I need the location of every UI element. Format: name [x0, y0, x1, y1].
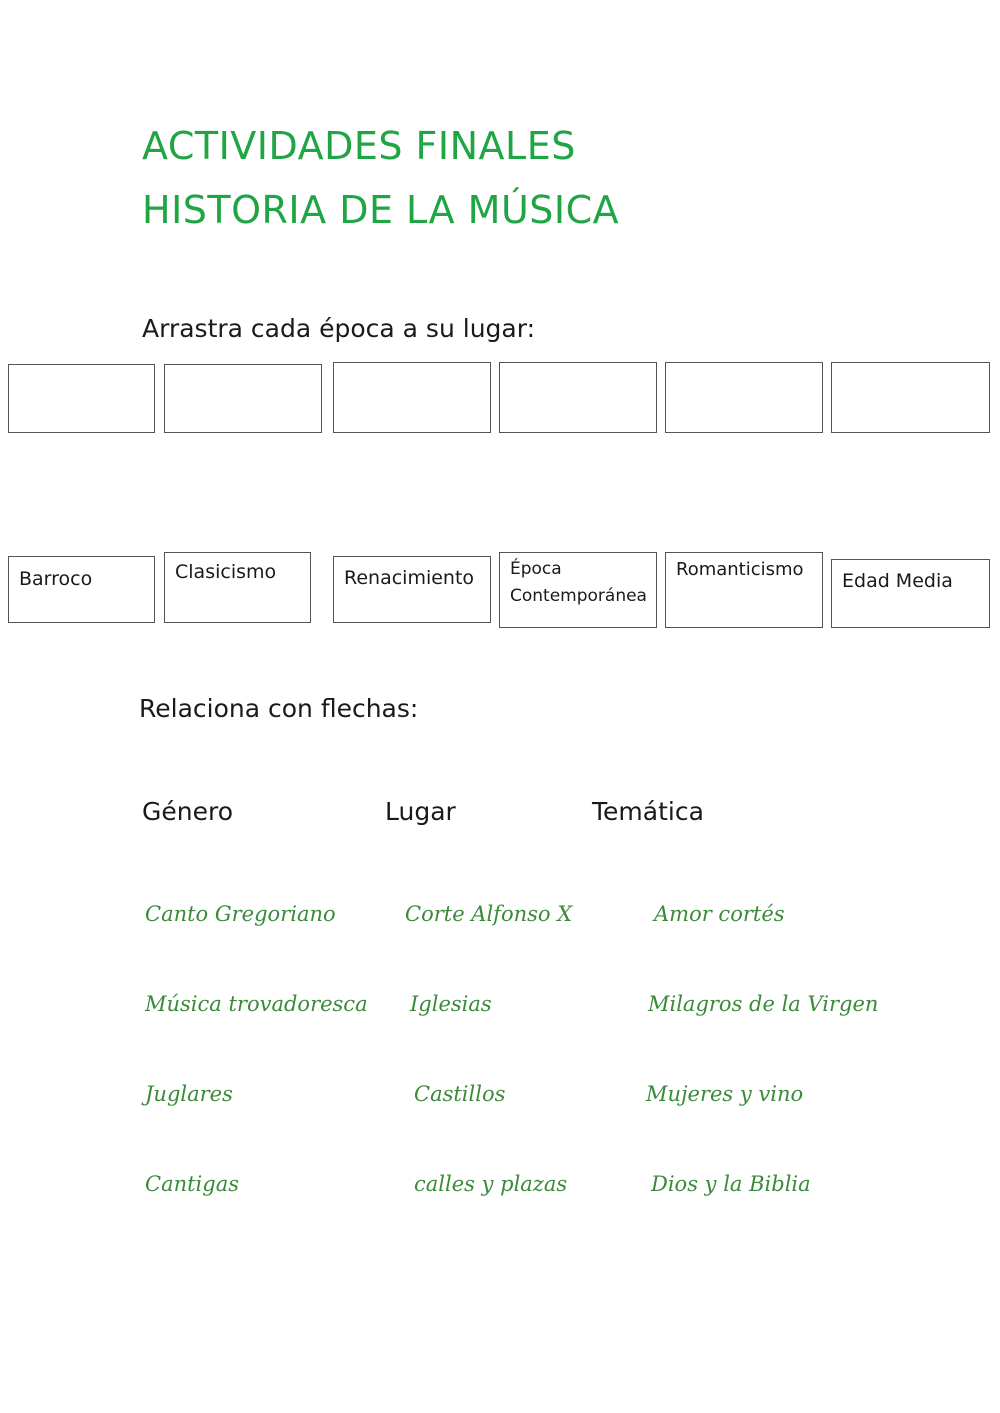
- card-romanticismo[interactable]: [665, 552, 823, 628]
- match-instruction: Relaciona con flechas:: [139, 694, 419, 723]
- card-label-line2: Contemporánea: [510, 586, 647, 606]
- card-barroco[interactable]: [8, 556, 155, 623]
- card-epoca-contemporanea[interactable]: [499, 552, 657, 628]
- card-label: Romanticismo: [676, 559, 804, 580]
- card-clasicismo[interactable]: [164, 552, 311, 623]
- drop-zone-5[interactable]: [665, 362, 823, 433]
- title-line-1: ACTIVIDADES FINALES: [142, 124, 576, 168]
- card-label: Barroco: [19, 568, 93, 590]
- tematica-item[interactable]: Mujeres y vino: [646, 1082, 804, 1106]
- lugar-item[interactable]: Iglesias: [410, 992, 492, 1016]
- genero-item[interactable]: Juglares: [145, 1082, 233, 1106]
- drag-instruction: Arrastra cada época a su lugar:: [142, 314, 535, 343]
- genero-item[interactable]: Canto Gregoriano: [145, 902, 336, 926]
- tematica-item[interactable]: Milagros de la Virgen: [648, 992, 879, 1016]
- lugar-item[interactable]: Corte Alfonso X: [405, 902, 573, 926]
- drop-zone-1[interactable]: [8, 364, 155, 433]
- lugar-item[interactable]: Castillos: [414, 1082, 506, 1106]
- card-label: Renacimiento: [344, 567, 475, 589]
- drop-zone-4[interactable]: [499, 362, 657, 433]
- card-label: Época: [510, 559, 562, 579]
- drop-zone-6[interactable]: [831, 362, 990, 433]
- column-header-lugar: Lugar: [385, 797, 456, 826]
- card-label: Clasicismo: [175, 561, 277, 583]
- tematica-item[interactable]: Amor cortés: [654, 902, 785, 926]
- title-line-2: HISTORIA DE LA MÚSICA: [142, 188, 620, 232]
- card-label: Edad Media: [842, 570, 953, 592]
- drop-zone-3[interactable]: [333, 362, 491, 433]
- genero-item[interactable]: Música trovadoresca: [145, 992, 368, 1016]
- lugar-item[interactable]: calles y plazas: [414, 1172, 568, 1196]
- tematica-item[interactable]: Dios y la Biblia: [651, 1172, 811, 1196]
- drop-zone-2[interactable]: [164, 364, 322, 433]
- card-renacimiento[interactable]: [333, 556, 491, 623]
- card-edad-media[interactable]: [831, 559, 990, 628]
- column-header-tematica: Temática: [592, 797, 704, 826]
- column-header-genero: Género: [142, 797, 234, 826]
- genero-item[interactable]: Cantigas: [145, 1172, 240, 1196]
